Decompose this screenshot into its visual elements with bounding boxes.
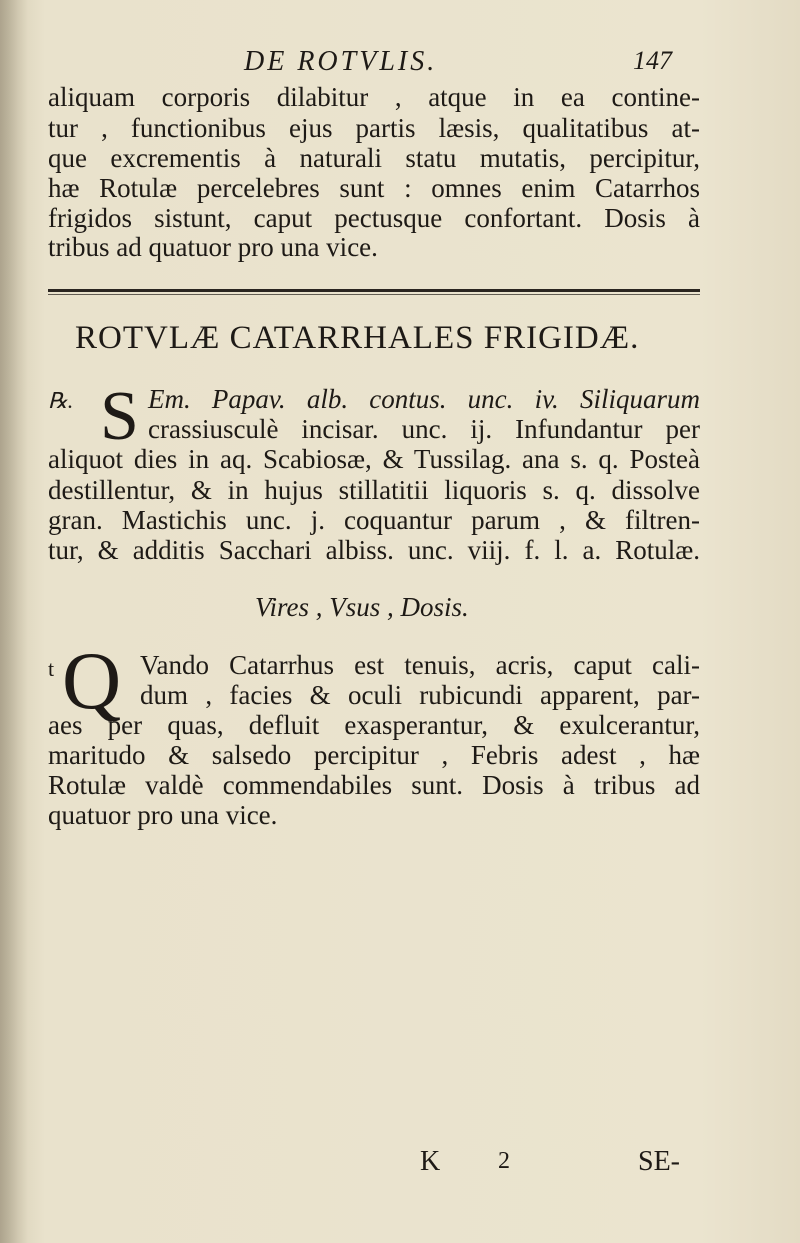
text-line: tribus ad quatuor pro una vice. <box>48 232 378 262</box>
text-line: aes per quas, defluit exasperantur, & exulcerantur, <box>48 710 700 740</box>
text-line: que excrementis à naturali statu mutatis, percipitur, <box>48 143 700 173</box>
signature-number: 2 <box>498 1148 510 1174</box>
text-line: quatuor pro una vice. <box>48 800 278 830</box>
recipe-line: aliquot dies in aq. Scabiosæ, & Tussilag. ana s. q. Posteà <box>48 444 700 474</box>
page-number: 147 <box>633 46 672 75</box>
recipe-line: Em. Papav. alb. contus. unc. iv. Siliquarum <box>148 384 700 414</box>
text-line: aliquam corporis dilabitur , atque in ea contine- <box>48 82 700 112</box>
gutter-shadow <box>0 0 28 1243</box>
recipe-line: destillentur, & in hujus stillatitii liquoris s. q. dissolve <box>48 475 700 505</box>
text-line: Vando Catarrhus est tenuis, acris, caput cali- <box>140 650 700 680</box>
text-line: Rotulæ valdè commendabiles sunt. Dosis à tribus ad <box>48 770 700 800</box>
recipe-line: crassiusculè incisar. unc. ij. Infundantur per <box>148 414 700 444</box>
running-head-title: DE ROTVLIS. <box>244 46 438 77</box>
recipe-mark: ℞. <box>48 388 74 413</box>
signature-mark: K <box>420 1146 441 1177</box>
margin-mark: t <box>48 656 55 681</box>
section-rule <box>48 289 700 292</box>
catchword: SE- <box>638 1146 680 1177</box>
text-line: frigidos sistunt, caput pectusque confortant. Dosis à <box>48 203 700 233</box>
text-line: maritudo & salsedo percipitur , Febris adest , hæ <box>48 740 700 770</box>
sub-heading: Vires , Vsus , Dosis. <box>255 592 469 622</box>
recipe-line: gran. Mastichis unc. j. coquantur parum , & filtren- <box>48 505 700 535</box>
text-line: tur , functionibus ejus partis læsis, qualitatibus at- <box>48 113 700 143</box>
page-footer <box>48 1146 700 1186</box>
running-head <box>48 46 700 82</box>
drop-cap-q: Q <box>62 635 122 726</box>
recipe-line: tur, & additis Sacchari albiss. unc. viij. f. l. a. Rotulæ. <box>48 535 700 565</box>
section-heading: ROTVLÆ CATARRHALES FRIGIDÆ. <box>75 320 640 356</box>
drop-cap-s: S <box>100 378 139 455</box>
text-line: dum , facies & oculi rubicundi apparent, par- <box>140 680 700 710</box>
section-rule-thin <box>48 294 700 295</box>
text-line: hæ Rotulæ percelebres sunt : omnes enim Catarrhos <box>48 173 700 203</box>
